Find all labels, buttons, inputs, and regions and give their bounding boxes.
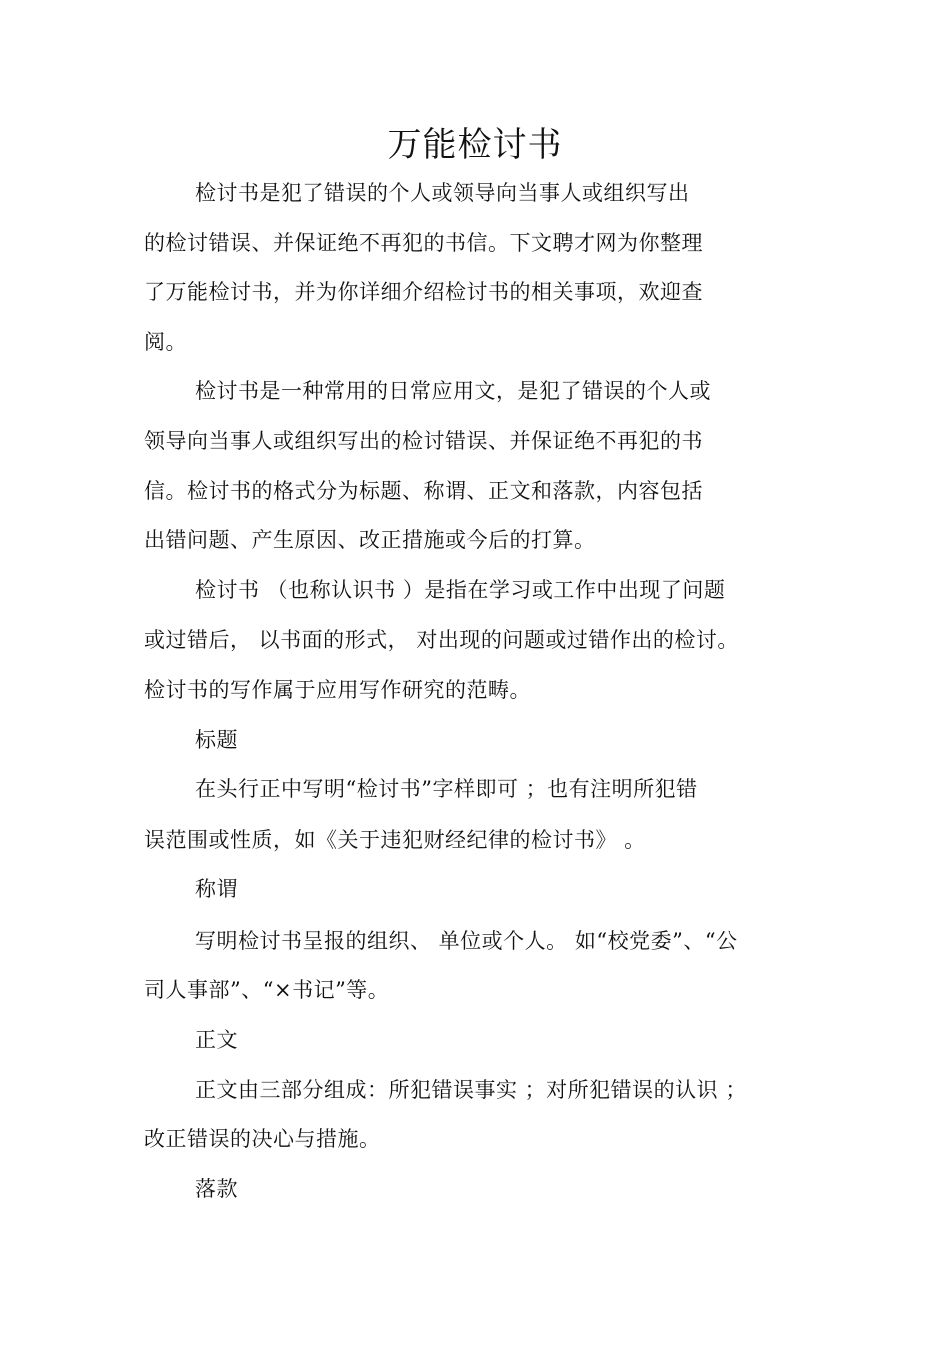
paragraph-line: 的检讨错误、并保证绝不再犯的书信。下文聘才网为你整理 [144, 231, 703, 255]
paragraph-line: 领导向当事人或组织写出的检讨错误、并保证绝不再犯的书 [144, 429, 703, 453]
paragraph-line: 或过错后， 以书面的形式， 对出现的问题或过错作出的检讨。 [144, 628, 739, 652]
paragraph-line: 检讨书 （也称认识书 ）是指在学习或工作中出现了问题 [195, 578, 726, 602]
paragraph-line: 司人事部”、“×书记”等。 [144, 978, 390, 1002]
paragraph-line: 在头行正中写明“检讨书”字样即可 ；也有注明所犯错 [195, 777, 698, 801]
paragraph-line: 正文由三部分组成：所犯错误事实 ；对所犯错误的认识 ； [195, 1078, 747, 1102]
paragraph-line: 阅。 [144, 330, 187, 354]
paragraph-line: 出错问题、产生原因、改正措施或今后的打算。 [144, 528, 596, 552]
paragraph-line: 了万能检讨书，并为你详细介绍检讨书的相关事项，欢迎查 [144, 280, 703, 304]
paragraph-line: 写明检讨书呈报的组织、 单位或个人。 如“校党委”、“公 [195, 929, 738, 953]
document-title: 万能检讨书 [387, 125, 563, 165]
paragraph-line: 检讨书的写作属于应用写作研究的范畴。 [144, 678, 531, 702]
section-heading: 正文 [195, 1028, 238, 1052]
paragraph-line: 检讨书是犯了错误的个人或领导向当事人或组织写出 [195, 181, 690, 205]
section-heading: 标题 [195, 728, 238, 752]
paragraph-line: 检讨书是一种常用的日常应用文，是犯了错误的个人或 [195, 379, 711, 403]
section-heading: 称谓 [195, 877, 238, 901]
paragraph-line: 改正错误的决心与措施。 [144, 1127, 381, 1151]
paragraph-line: 误范围或性质，如《关于违犯财经纪律的检讨书》 。 [144, 828, 646, 852]
paragraph-line: 信。检讨书的格式分为标题、称谓、正文和落款，内容包括 [144, 479, 703, 503]
section-heading: 落款 [195, 1177, 238, 1201]
